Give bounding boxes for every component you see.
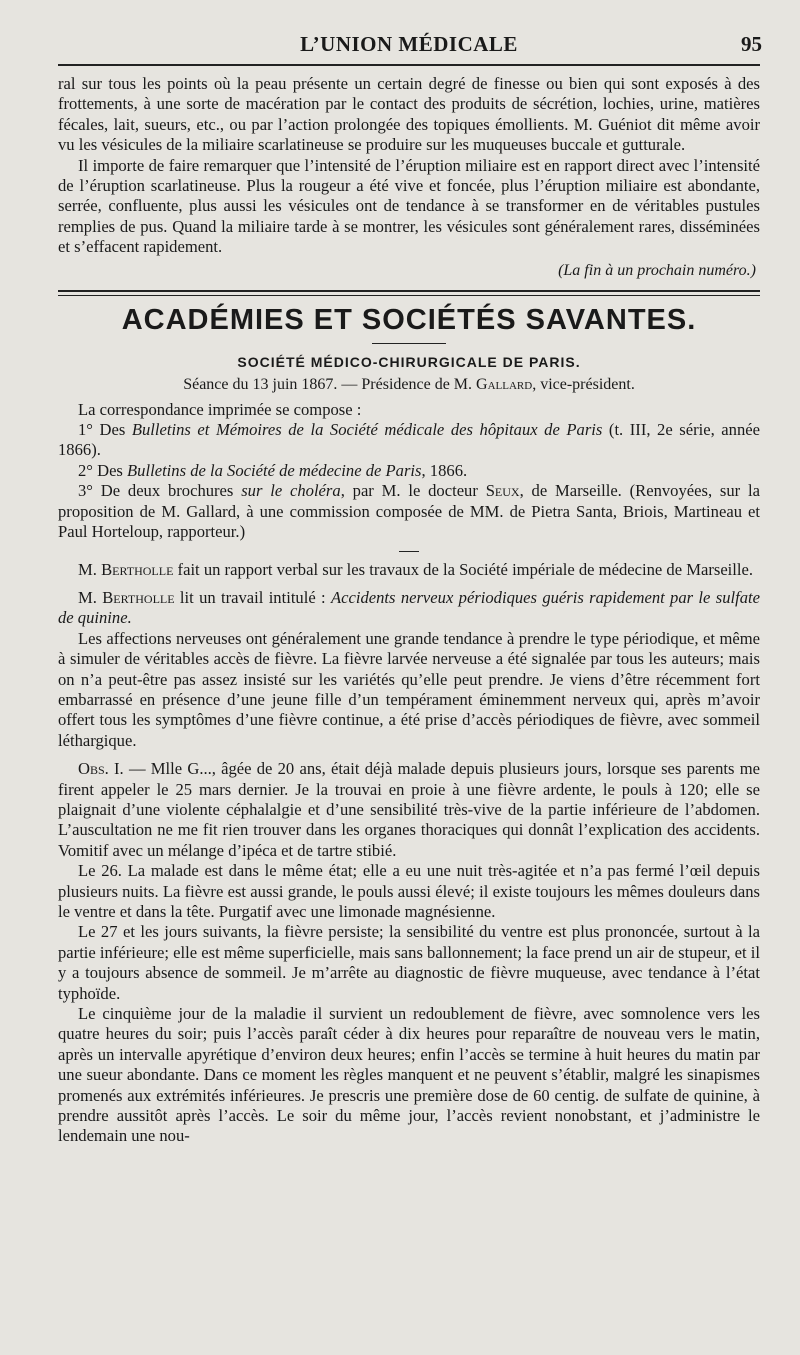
bertholle-paper-intro: lit un travail intitulé : bbox=[174, 587, 331, 607]
spacer bbox=[58, 751, 760, 759]
correspondence-item-3 bbox=[58, 481, 760, 542]
page-number: 95 bbox=[741, 32, 762, 56]
observation-text: — Mlle G..., âgée de 20 ans, était déjà malade depuis plusieurs jours, lorsque ses parents me firent appeler le 25 mars dernier. Je la trouvai en proie à une fièvre ardente, le pouls à 120; elle se plaignait d’une violente céphalalgie et d’une sensibilité très-vive de la partie inférieure de l’abdomen. L’auscultation ne me fit rien trouver dans les organes thoraciques qui donnât l’explication des accidents. Vomitif avec un mélange d’ipéca et de tartre stibié. bbox=[58, 759, 760, 860]
item3-prefix: 3° De deux brochures bbox=[78, 481, 242, 501]
item1-suffix: (t. III, 2e série, année 1866). bbox=[58, 420, 760, 460]
section-divider bbox=[58, 290, 760, 296]
item1-title: Bulletins et Mémoires de la Société médicale des hôpitaux de Paris bbox=[131, 420, 603, 440]
bertholle-paragraph: Les affections nerveuses ont généralement une grande tendance à prendre le type périodique, et même à simuler de véritables accès de fièvre. La fièvre larvée nerveuse a été signalée par tous les auteurs; mais on n’a peut-être pas assez insisté sur les variétés qu’elle peut prendre. Je viens d’être récemment fort embarrassé en présence d’une jeune fille d’un tempérament éminemment nerveux qui, après m’avoir offert tous les symptômes d’une fièvre continue, a été prise d’accès périodiques de fièvre, avec sommeil léthargique. bbox=[58, 628, 760, 750]
bertholle-name-2: Bertholle bbox=[102, 587, 175, 607]
observation-paragraph-3: Le 27 et les jours suivants, la fièvre persiste; la sensibilité du ventre est plus prononcée, surtout à la partie inférieure; elle est même superficielle, mais sans ballonnement; la face prend un air de stupeur, et il y a toujours absence de sommeil. Je m’arrête au diagnostic de fièvre muqueuse, avec tendance à l’état typhoïde. bbox=[58, 922, 760, 1003]
item3-middle: , par M. le docteur bbox=[340, 481, 486, 501]
president-name: Gallard bbox=[476, 375, 533, 393]
item1-prefix: 1° Des bbox=[78, 420, 132, 440]
seance-prefix: Séance du 13 juin 1867. — Présidence de M. bbox=[183, 375, 477, 393]
correspondence-item-1 bbox=[58, 420, 760, 461]
minor-divider bbox=[399, 551, 419, 552]
bertholle-m: M. bbox=[78, 559, 102, 579]
bertholle-report bbox=[58, 560, 760, 580]
seance-suffix: , vice-président. bbox=[532, 375, 635, 393]
page-header bbox=[58, 28, 760, 62]
observation-paragraph-2: Le 26. La malade est dans le même état; elle a eu une nuit très-agitée et n’a pas fermé l’œil depuis plusieurs nuits. La fièvre est aussi grande, le pouls aussi élevé; il existe toujours les mêmes douleurs dans le ventre et dans la tête. Purgatif avec une limonade magnésienne. bbox=[58, 861, 760, 921]
correspondence-intro: La correspondance imprimée se compose : bbox=[78, 399, 362, 419]
journal-title: L’UNION MÉDICALE bbox=[300, 32, 518, 56]
title-rule bbox=[372, 343, 446, 344]
item2-prefix: 2° Des bbox=[78, 460, 128, 480]
society-heading: SOCIÉTÉ MÉDICO-CHIRURGICALE DE PARIS. bbox=[237, 353, 581, 370]
intro-paragraph-2: Il importe de faire remarquer que l’intensité de l’éruption miliaire est en rapport direct avec l’intensité de l’éruption scarlatineuse. Plus la rougeur a été vive et foncée, plus l’éruption miliaire est abondante, serrée, confluente, plus aussi les vésicules ont de tendance à se transformer en de véritables pustules remplies de pus. Quand la miliaire tarde à se montrer, les vésicules sont généralement rares, disséminées et s’effacent rapidement. bbox=[58, 155, 760, 257]
spacer bbox=[58, 580, 760, 588]
intro-paragraph-1: ral sur tous les points où la peau présente un certain degré de finesse ou bien qui sont exposés à des frottements, à une sorte de macération par le contact des produits de sécrétion, lochies, urine, matières fécales, lait, sueurs, etc., ou par l’action prolongée des topiques émollients. M. Guéniot dit même avoir vu les vésicules de la miliaire scarlatineuse se produire sur les muqueuses buccale et gutturale. bbox=[58, 74, 760, 155]
continuation-note: (La fin à un prochain numéro.) bbox=[558, 261, 756, 279]
observation-paragraph-4: Le cinquième jour de la maladie il survient un redoublement de fièvre, avec somnolence vers les quatre heures du soir; puis l’accès paraît céder à dix heures pour reparaître de nouveau vers le matin, après un intervalle apyrétique d’environ deux heures; enfin l’accès se termine à huit heures du matin par une sueur abondante. Dans ce moment les règles manquent et ne peuvent s’établir, malgré les sinapismes promenés aux extrémités inférieures. Je prescris une première dose de 60 centig. de sulfate de quinine, à prendre aussitôt après l’accès. Le soir du même jour, l’accès revient nonobstant, et j’administre le lendemain une nou- bbox=[58, 1004, 760, 1146]
bertholle-report-text: fait un rapport verbal sur les travaux de la Société impériale de médecine de Marseille. bbox=[173, 559, 754, 579]
item2-title: Bulletins de la Société de médecine de Paris bbox=[127, 460, 422, 480]
bertholle-paper bbox=[58, 588, 760, 629]
observation-label: Obs. I. bbox=[78, 759, 124, 779]
item3-title: sur le choléra bbox=[241, 481, 341, 501]
item3-name: Seux bbox=[485, 481, 520, 501]
header-rule bbox=[58, 64, 760, 66]
bertholle-paper-title: Accidents nerveux périodiques guéris rapidement par le sulfate de quinine. bbox=[58, 587, 760, 628]
bertholle-m-2: M. bbox=[78, 587, 103, 607]
item3-suffix: , de Marseille. (Renvoyées, sur la proposition de M. Gallard, à une commission composée de MM. de Pietra Santa, Briois, Martineau et Paul Horteloup, rapporteur.) bbox=[58, 481, 760, 542]
item2-suffix: , 1866. bbox=[421, 460, 468, 480]
bertholle-name: Bertholle bbox=[101, 559, 174, 579]
seance-line bbox=[58, 376, 760, 394]
section-title: ACADÉMIES ET SOCIÉTÉS SAVANTES. bbox=[121, 303, 697, 336]
correspondence-item-2 bbox=[58, 461, 760, 481]
observation-paragraph-1 bbox=[58, 759, 760, 861]
